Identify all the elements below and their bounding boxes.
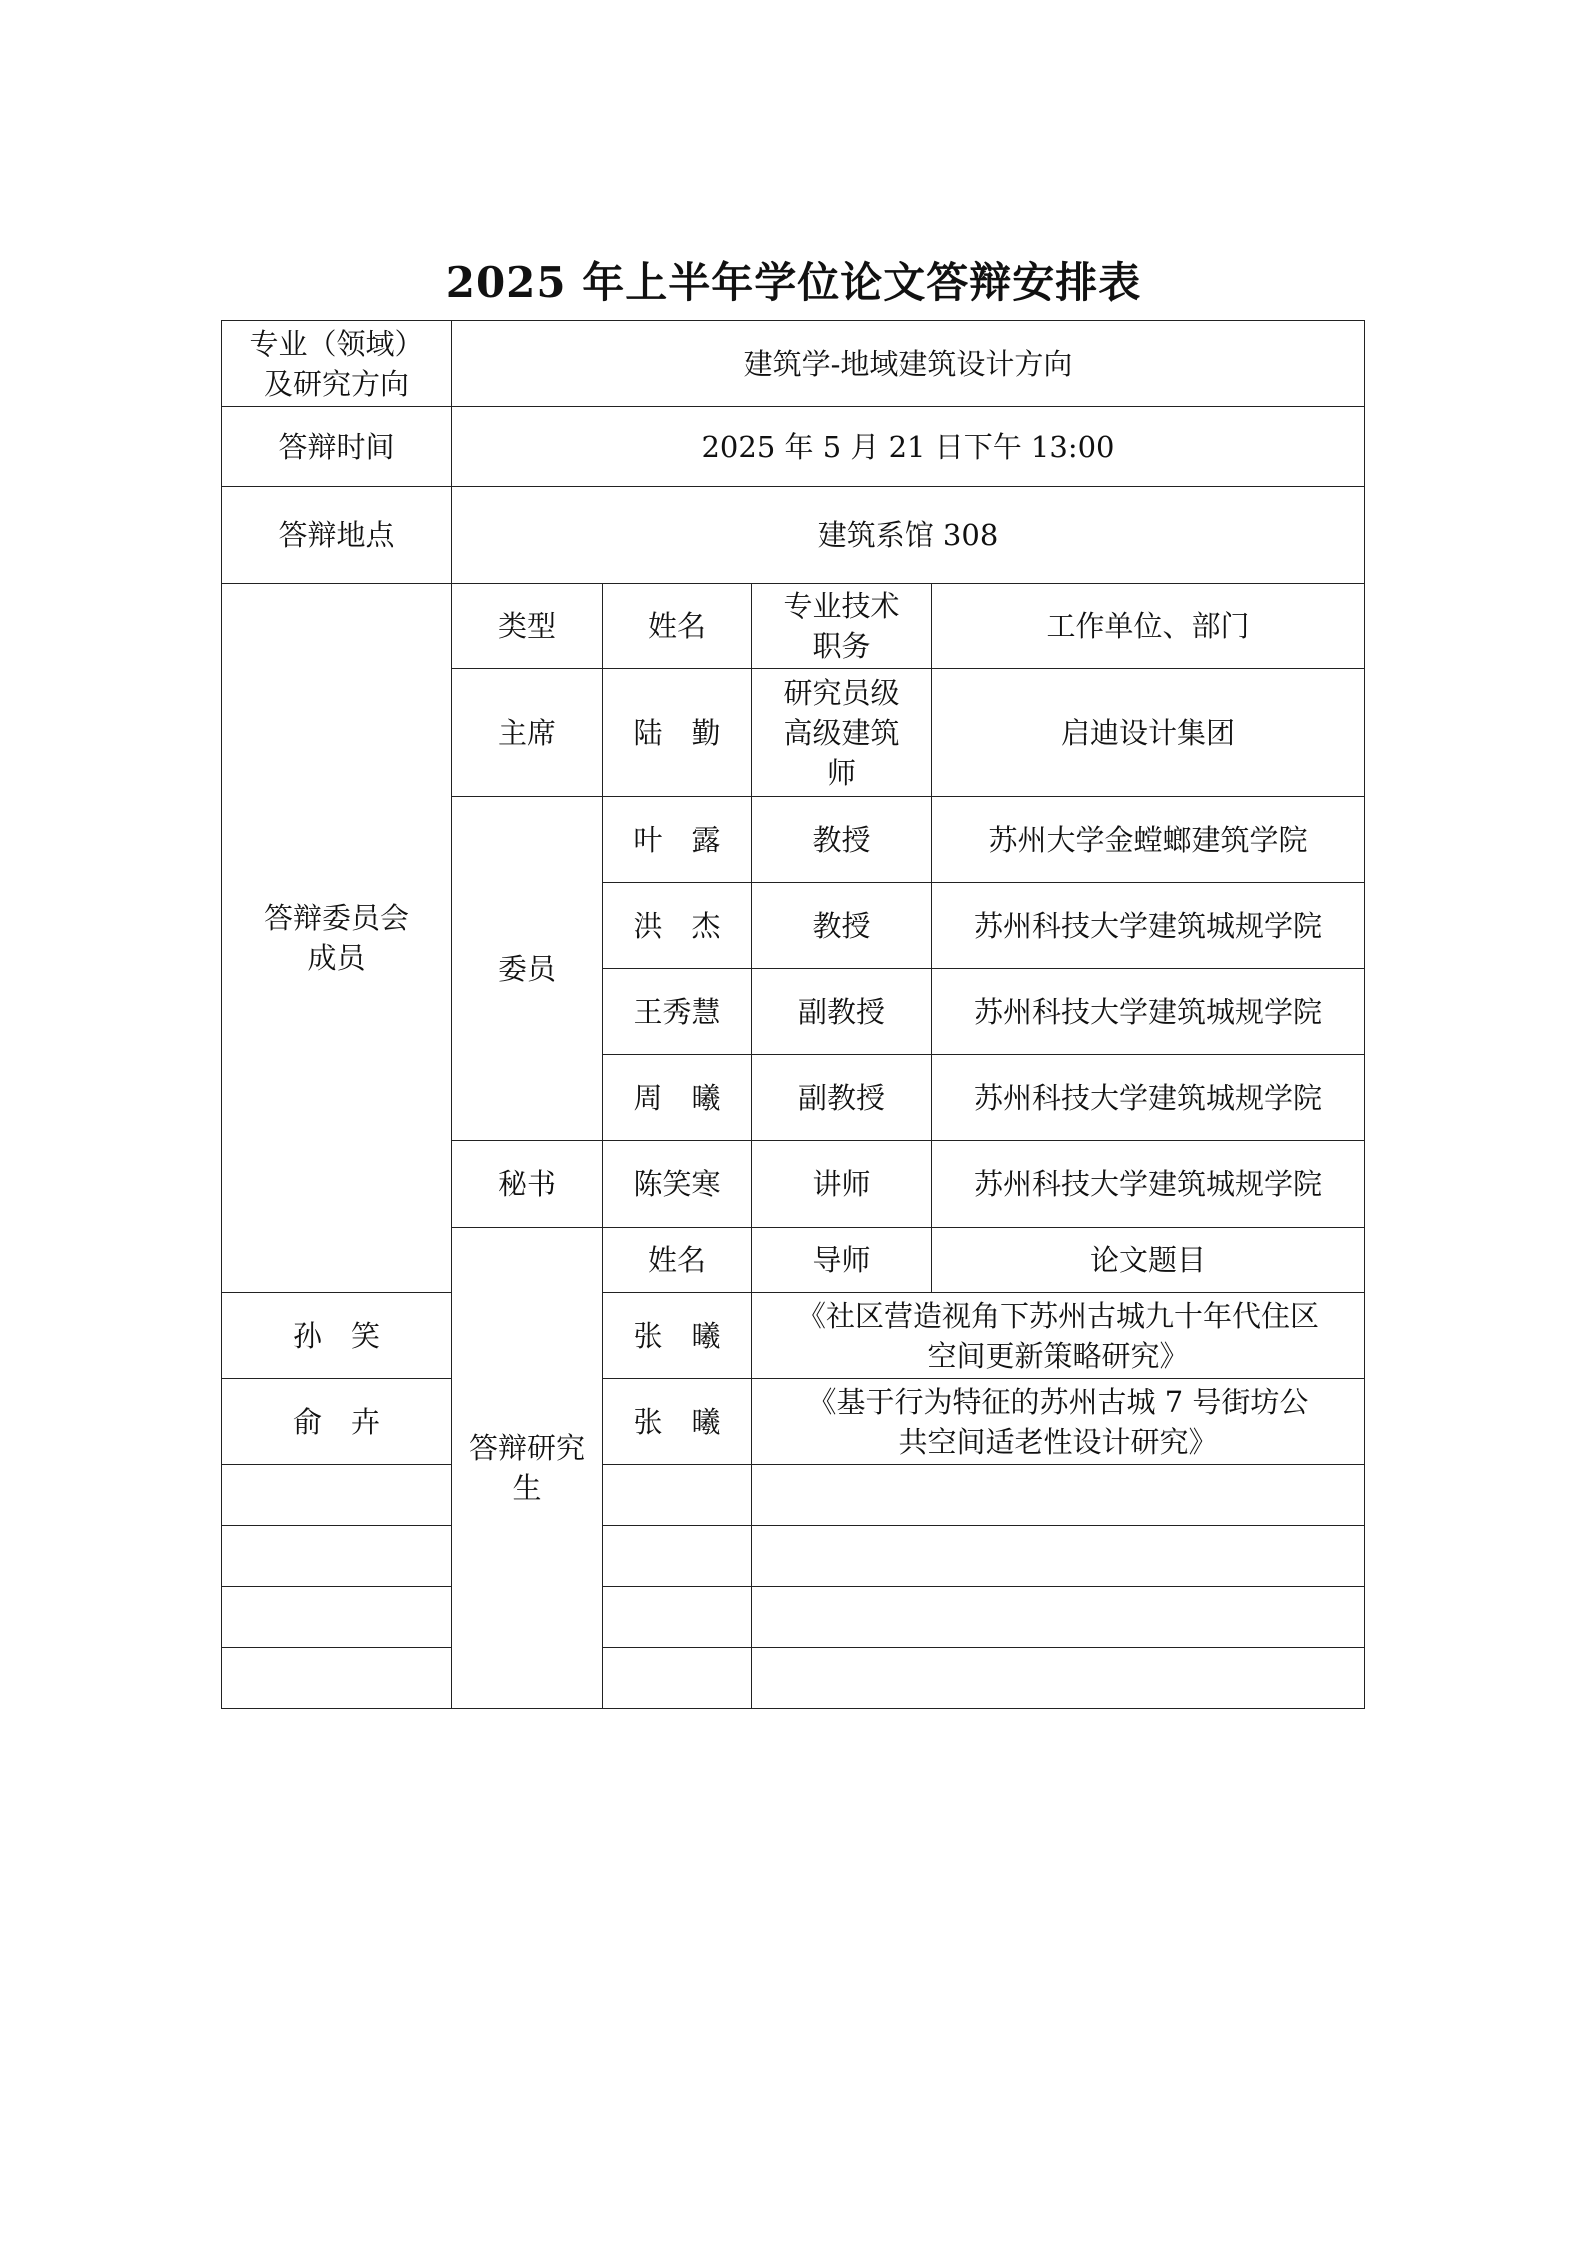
student-name: 俞 卉: [222, 1379, 452, 1465]
defense-schedule-table: [221, 320, 1365, 1709]
secretary-unit: 苏州科技大学建筑城规学院: [932, 1141, 1365, 1228]
member-title: 副教授: [752, 969, 932, 1055]
member-unit: 苏州科技大学建筑城规学院: [932, 1055, 1365, 1141]
empty-cell: [222, 1648, 452, 1709]
student-thesis: 《社区营造视角下苏州古城九十年代住区 空间更新策略研究》: [752, 1293, 1365, 1379]
time-value: 2025 年 5 月 21 日下午 13:00: [452, 407, 1365, 487]
committee-label: 答辩委员会 成员: [222, 584, 452, 1293]
place-label: 答辩地点: [222, 487, 452, 584]
member-name: 王秀慧: [603, 969, 752, 1055]
empty-cell: [603, 1648, 752, 1709]
chair-name: 陆 勤: [603, 669, 752, 797]
member-unit: 苏州科技大学建筑城规学院: [932, 883, 1365, 969]
empty-cell: [603, 1465, 752, 1526]
secretary-type: 秘书: [452, 1141, 603, 1228]
empty-cell: [222, 1465, 452, 1526]
chair-unit: 启迪设计集团: [932, 669, 1365, 797]
empty-cell: [752, 1465, 1365, 1526]
page-title: 2025 年上半年学位论文答辩安排表: [445, 258, 1142, 307]
student-row: [222, 1293, 1365, 1379]
member-type: 委员: [452, 797, 603, 1141]
empty-row: [222, 1526, 1365, 1587]
member-title: 教授: [752, 797, 932, 883]
member-name: 叶 露: [603, 797, 752, 883]
header-title: 专业技术 职务: [752, 584, 932, 669]
member-unit: 苏州大学金螳螂建筑学院: [932, 797, 1365, 883]
secretary-title: 讲师: [752, 1141, 932, 1228]
empty-cell: [222, 1526, 452, 1587]
member-name: 洪 杰: [603, 883, 752, 969]
empty-row: [222, 1587, 1365, 1648]
major-row: [222, 321, 1365, 407]
empty-cell: [603, 1587, 752, 1648]
member-name: 周 曦: [603, 1055, 752, 1141]
empty-cell: [752, 1587, 1365, 1648]
empty-row: [222, 1465, 1365, 1526]
student-name: 孙 笑: [222, 1293, 452, 1379]
students-label: 答辩研究生: [452, 1228, 603, 1709]
chair-type: 主席: [452, 669, 603, 797]
time-row: [222, 407, 1365, 487]
empty-row: [222, 1648, 1365, 1709]
chair-title: 研究员级 高级建筑 师: [752, 669, 932, 797]
member-unit: 苏州科技大学建筑城规学院: [932, 969, 1365, 1055]
member-title: 教授: [752, 883, 932, 969]
student-thesis: 《基于行为特征的苏州古城 7 号街坊公 共空间适老性设计研究》: [752, 1379, 1365, 1465]
secretary-name: 陈笑寒: [603, 1141, 752, 1228]
place-value: 建筑系馆 308: [452, 487, 1365, 584]
empty-cell: [752, 1648, 1365, 1709]
committee-header-row: [222, 584, 1365, 669]
student-row: [222, 1379, 1365, 1465]
student-header-advisor: 导师: [752, 1228, 932, 1293]
major-label: 专业（领域） 及研究方向: [222, 321, 452, 407]
time-label: 答辩时间: [222, 407, 452, 487]
student-header-name: 姓名: [603, 1228, 752, 1293]
student-header-thesis: 论文题目: [932, 1228, 1365, 1293]
header-name: 姓名: [603, 584, 752, 669]
empty-cell: [603, 1526, 752, 1587]
student-advisor: 张 曦: [603, 1379, 752, 1465]
student-advisor: 张 曦: [603, 1293, 752, 1379]
header-type: 类型: [452, 584, 603, 669]
member-title: 副教授: [752, 1055, 932, 1141]
empty-cell: [222, 1587, 452, 1648]
place-row: [222, 487, 1365, 584]
major-value: 建筑学-地域建筑设计方向: [452, 321, 1365, 407]
header-unit: 工作单位、部门: [932, 584, 1365, 669]
empty-cell: [752, 1526, 1365, 1587]
